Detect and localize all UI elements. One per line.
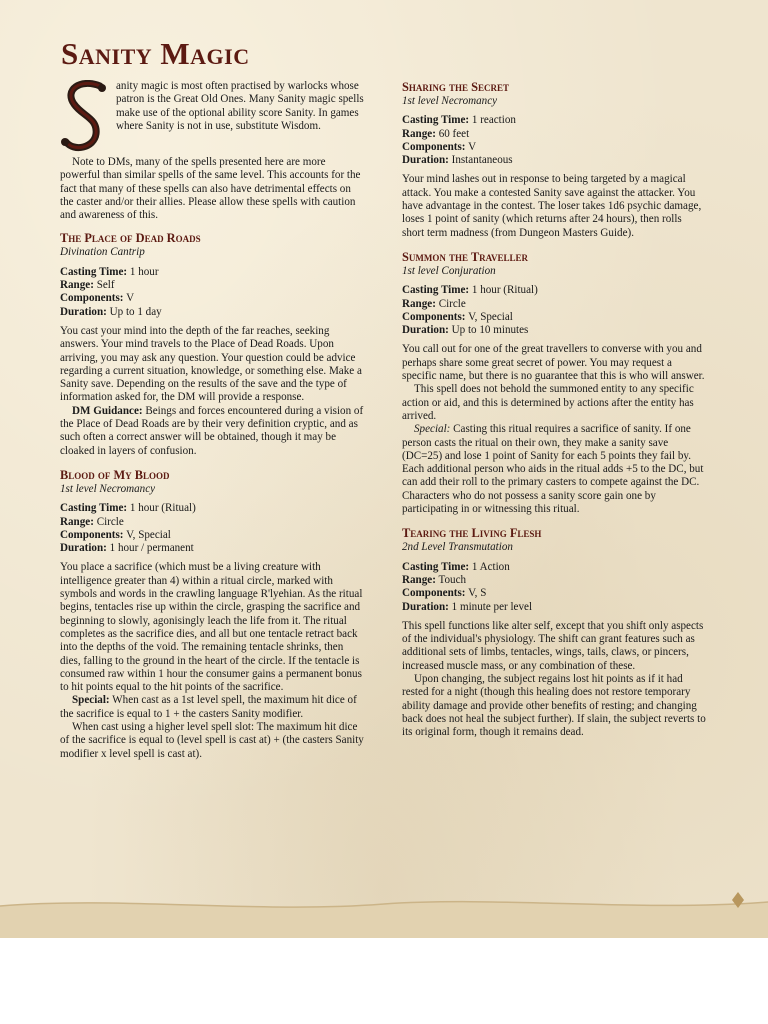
stat-duration: Duration: Up to 1 day xyxy=(60,305,162,318)
spell-school: Divination Cantrip xyxy=(60,246,145,259)
spell-description: This spell does not behold the summoned entity to any specific action or aid, and this is determined by actions after the entity has arrived. xyxy=(402,383,694,422)
spell-place-of-dead-roads xyxy=(60,231,366,457)
spell-description: Special: When cast as a 1st level spell, the maximum hit dice of the sacrifice is equal to 1 + the casters Sanity modifier. xyxy=(60,694,357,720)
stat-casting-time: Casting Time: 1 hour (Ritual) xyxy=(402,284,538,297)
spell-title: The Place of Dead Roads xyxy=(60,231,201,246)
stat-duration: Duration: 1 minute per level xyxy=(402,600,533,613)
stat-components: Components: V, Special xyxy=(60,528,171,541)
spell-title: Summon the Traveller xyxy=(402,249,528,264)
stat-range: Range: Self xyxy=(60,279,115,292)
stat-duration: Duration: Instantaneous xyxy=(402,154,513,167)
stat-casting-time: Casting Time: 1 hour xyxy=(60,265,159,278)
spell-title: Tearing the Living Flesh xyxy=(402,526,542,541)
spell-school: 1st level Necromancy xyxy=(60,482,156,495)
spell-description: You cast your mind into the depth of the far reaches, seeking answers. Your mind travels to the Place of Dead Roads. Upon arriving, you may ask any question. Your question could be advice regarding a current situation, knowledge, or something else. Make a Sanity save. Depending on the results of the save and the type of information asked for, the DM will provide a response. xyxy=(60,324,362,404)
stat-components: Components: V xyxy=(402,140,477,153)
stat-components: Components: V, Special xyxy=(402,310,513,323)
spell-school: 1st level Necromancy xyxy=(402,95,498,107)
spell-blood-of-my-blood xyxy=(60,468,366,761)
dm-note-paragraph: Note to DMs, many of the spells presented here are more powerful than similar spells of the same level. This accounts for the fact that many of these spells can also have detrimental effects on the caster and/or their allies. Please allow these spells with caution and awareness of this. xyxy=(60,156,361,222)
stat-range: Range: Circle xyxy=(60,515,124,528)
spell-description: You place a sacrifice (which must be a living creature with intelligence greater than 4) within a ritual circle, marked with symbols and words in the crawling language R'lyehian. As the ritual begins, tentacles rise up within the circle, grasping the sacrifice and beginning to slowly, agonisingly leach the life from it. The ritual completes as the sacrifice dies, and all but one tentacle retract back into the depths of the void. The remaining tentacle shrinks, then dies, falling to the ground in the heart of the circle. If the tentacle is consumed raw within 1 hour the consumer gains a permanent bonus to hit points equal to the hit points of the sacrifice. xyxy=(60,561,363,694)
stat-casting-time: Casting Time: 1 hour (Ritual) xyxy=(60,502,196,515)
stat-components: Components: V, S xyxy=(402,587,487,600)
stat-range: Range: 60 feet xyxy=(402,127,470,140)
left-column xyxy=(60,80,366,761)
spell-description: Upon changing, the subject regains lost hit points as if it had rested for a night (though this healing does not restore temporary ability damage and provide other benefits of resting; and changing back does not heal the subject further). If slain, the subject reverts to its original form, though it remains dead. xyxy=(402,672,706,739)
stat-duration: Duration: 1 hour / permanent xyxy=(60,542,194,555)
spell-title: Sharing the Secret xyxy=(402,80,509,94)
stat-components: Components: V xyxy=(60,292,135,305)
drop-cap xyxy=(60,80,110,156)
stat-casting-time: Casting Time: 1 Action xyxy=(402,560,510,573)
spell-description: DM Guidance: Beings and forces encountered during a vision of the Place of Dead Roads are by their very definition cryptic, and as such often a correct answer will be obtained, though it may be cloaked in layers of confusion. xyxy=(60,404,364,457)
spell-school: 2nd Level Transmutation xyxy=(402,541,513,554)
spell-summon-the-traveller xyxy=(402,250,706,516)
spell-sharing-the-secret xyxy=(402,80,706,240)
page-title: Sanity Magic xyxy=(61,36,250,71)
spell-description: You call out for one of the great travellers to converse with you and perhaps share some great secret of power. You may request a specific name, but there is no guarantee that this is who will answer. xyxy=(402,343,705,383)
stat-range: Range: Circle xyxy=(402,297,466,310)
stat-casting-time: Casting Time: 1 reaction xyxy=(402,114,516,127)
intro-paragraph: anity magic is most often practised by warlocks whose patron is the Great Old Ones. Many Sanity magic spells make use of the optional ability score Sanity. In games where Sanity is not in use, substitute Wisdom. xyxy=(116,80,364,132)
spell-description: Your mind lashes out in response to being targeted by a magical attack. You make a contested Sanity save against the attacker. You have advantage in the contest. The loser takes 1d6 psychic damage, loses 1 point of sanity (which returns after 24 hours), then rolls short term madness (from Dungeon Masters Guide). xyxy=(402,173,702,239)
stat-duration: Duration: Up to 10 minutes xyxy=(402,324,529,337)
spell-tearing-the-living-flesh xyxy=(402,526,706,739)
spell-title: Blood of My Blood xyxy=(60,467,170,482)
spell-school: 1st level Conjuration xyxy=(402,264,496,277)
spell-description: When cast using a higher level spell slot: The maximum hit dice of the sacrifice is equal to (level spell is cast at) + (the casters Sanity modifier x level spell is cast at). xyxy=(60,720,364,760)
spell-description: Special: Casting this ritual requires a sacrifice of sanity. If one person casts the ritual on their own, they make a sanity save (DC=25) and lose 1 point of Sanity for each 5 points they fail by. Each additional person who aids in the ritual adds +5 to the DC, but can add their roll to the primary casters to compete against the DC. Characters who do not possess a sanity score gain one by participating in or witnessing this ritual. xyxy=(402,423,704,516)
page-footer-ornament-icon xyxy=(0,892,768,938)
right-column xyxy=(402,80,706,739)
stat-range: Range: Touch xyxy=(402,573,467,586)
spell-description: This spell functions like alter self, except that you shift only aspects of the individual's physiology. The shift can grant features such as additional sets of limbs, tentacles, wings, tails, claws, or pincers, increased muscle mass, or any combination of these. xyxy=(402,619,704,672)
